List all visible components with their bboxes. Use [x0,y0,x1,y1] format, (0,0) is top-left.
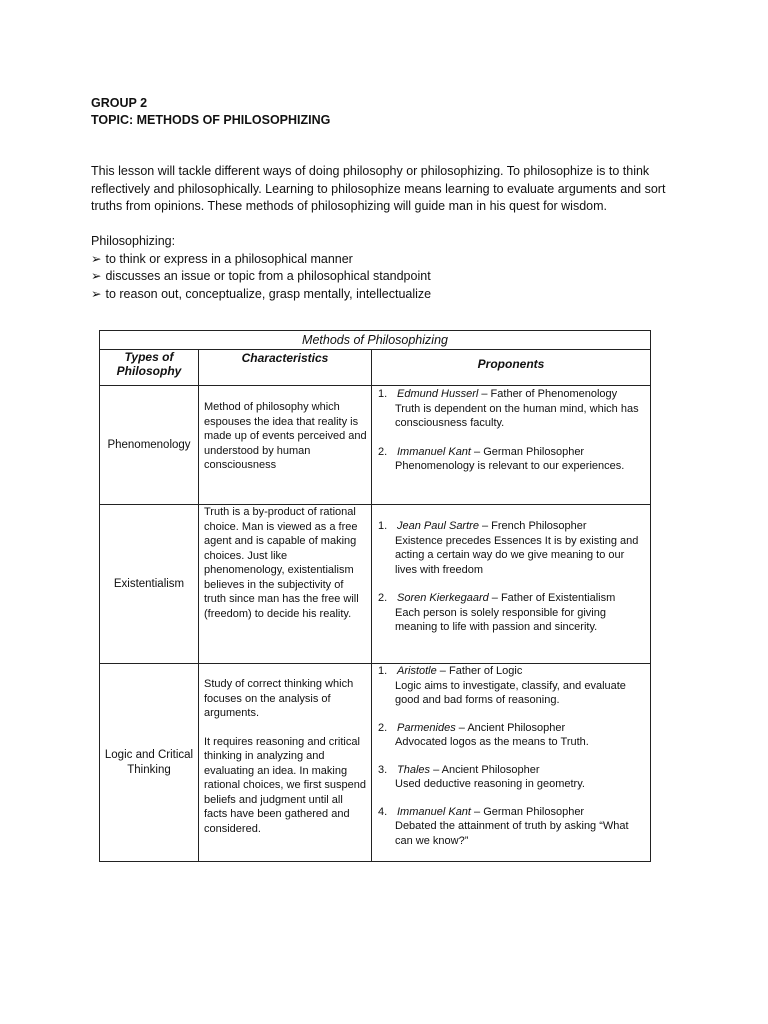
philosophizing-definition [91,233,671,303]
methods-table [99,330,651,862]
characteristics-cell [199,664,372,862]
table-row [100,386,651,505]
characteristics-text: Method of philosophy which espouses the idea that reality is made up of events perceived and understood by human consciousness [204,401,367,471]
arrow-bullet-icon: ➢ [91,286,102,301]
group-label: GROUP 2 [91,96,148,110]
intro-paragraph: This lesson will tackle different ways of doing philosophy or philosophizing. To philosophize is to think reflectively and philosophically. Learning to philosophize means learning to evaluate arguments and sort truths from opinions. These methods of philosophizing will guide man in his quest for wisdom. [91,164,666,213]
header-types: Types of Philosophy [100,350,199,386]
definition-item: ➢ discusses an issue or topic from a philosophical standpoint [91,269,431,283]
definition-list [91,251,671,304]
proponent-item: 1. Jean Paul Sartre – French Philosopher Existence precedes Essences It is by existing and acting a certain way do we give meaning to our lives with freedom [378,520,639,576]
header-characteristics: Characteristics [199,350,372,386]
characteristics-text: It requires reasoning and critical thinking in analyzing and evaluating an idea. In making rational choices, we first suspend beliefs and judgment until all facts have been gathered and considered. [204,735,367,835]
definition-item: ➢ to reason out, conceptualize, grasp mentally, intellectualize [91,286,432,301]
table-title: Methods of Philosophizing [100,331,651,350]
type-cell: Phenomenology [100,386,199,505]
proponent-item: 2. Parmenides – Ancient Philosopher Advocated logos as the means to Truth. [378,721,589,748]
proponent-item: 1. Aristotle – Father of Logic Logic aims to investigate, classify, and evaluate good and bad forms of reasoning. [378,665,626,706]
proponent-item: 2. Immanuel Kant – German Philosopher Phenomenology is relevant to our experiences. [378,445,625,472]
proponent-item: 2. Soren Kierkegaard – Father of Existentialism Each person is solely responsible for giving meaning to life with passion and sincerity. [378,592,616,633]
topic-title: TOPIC: METHODS OF PHILOSOPHIZING [91,113,331,127]
type-cell: Logic and Critical Thinking [100,664,199,862]
definition-label: Philosophizing: [91,234,176,248]
arrow-bullet-icon: ➢ [91,251,102,266]
arrow-bullet-icon: ➢ [91,269,102,283]
proponents-cell [372,664,651,862]
definition-item: ➢ to think or express in a philosophical manner [91,251,353,266]
proponent-item: 1. Edmund Husserl – Father of Phenomenology Truth is dependent on the human mind, which has consciousness faculty. [378,388,639,429]
proponents-cell [372,386,651,505]
table-row [100,664,651,862]
table-row [100,505,651,664]
characteristics-text: Truth is a by-product of rational choice. Man is viewed as a free agent and is capable of making choices. Just like phenomenology, existentialism believes in the subjectivity of truth since man has the free will (freedom) to decide his reality. [204,506,359,620]
header-proponents: Proponents [372,350,651,386]
type-cell: Existentialism [100,505,199,664]
proponent-item: 4. Immanuel Kant – German Philosopher Debated the attainment of truth by asking “What can we know?” [378,805,629,847]
characteristics-cell [199,505,372,664]
characteristics-text: Study of correct thinking which focuses on the analysis of arguments. [204,678,354,719]
characteristics-cell [199,386,372,505]
proponents-cell [372,505,651,664]
proponent-item: 3. Thales – Ancient Philosopher Used deductive reasoning in geometry. [378,763,585,790]
